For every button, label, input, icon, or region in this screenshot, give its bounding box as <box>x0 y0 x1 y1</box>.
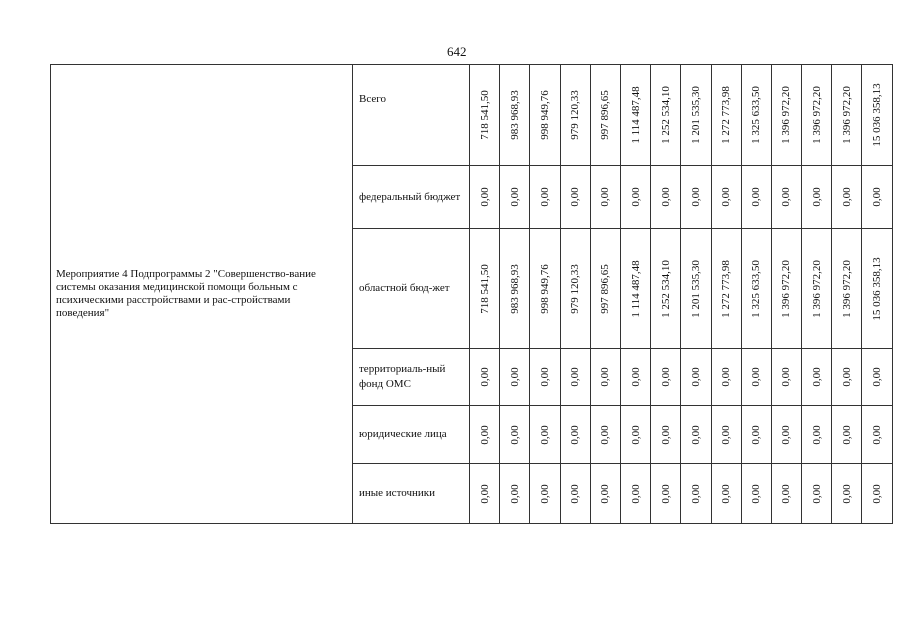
value-cell <box>560 229 590 349</box>
value-cell <box>802 229 832 349</box>
value-cell <box>832 166 862 229</box>
value-text: 0,00 <box>508 367 521 387</box>
value-text: 718 541,50 <box>478 263 491 314</box>
value-text: 1 252 534,10 <box>659 86 672 144</box>
value-text: 0,00 <box>871 483 884 504</box>
page-number: 642 <box>447 44 467 59</box>
value-cell <box>530 229 560 349</box>
value-text: 0,00 <box>810 483 823 504</box>
value-cell <box>590 464 620 524</box>
value-text: 0,00 <box>478 424 491 445</box>
value-text: 0,00 <box>871 367 884 387</box>
value-cell <box>470 166 500 229</box>
value-cell <box>620 349 650 406</box>
value-cell <box>590 349 620 406</box>
value-text: 0,00 <box>599 187 612 207</box>
funding-source-label: юридические лица <box>353 406 470 464</box>
value-text: 0,00 <box>720 424 733 445</box>
value-cell <box>560 166 590 229</box>
value-cell <box>862 349 892 406</box>
funding-source-label: областной бюд-жет <box>353 229 470 349</box>
value-text: 0,00 <box>569 187 582 207</box>
value-text: 1 396 972,20 <box>780 259 793 318</box>
value-cell <box>470 464 500 524</box>
value-text: 0,00 <box>689 367 702 387</box>
value-cell <box>681 65 711 166</box>
value-text: 0,00 <box>599 367 612 387</box>
value-cell <box>651 464 681 524</box>
value-cell <box>802 464 832 524</box>
funding-source-label: иные источники <box>353 464 470 524</box>
value-text: 1 114 487,48 <box>629 259 642 318</box>
value-cell <box>500 166 530 229</box>
value-text: 1 272 773,98 <box>720 86 733 144</box>
value-text: 0,00 <box>780 187 793 207</box>
value-cell <box>862 406 892 464</box>
value-text: 1 396 972,20 <box>840 86 853 144</box>
value-cell <box>530 349 560 406</box>
value-text: 0,00 <box>478 483 491 504</box>
value-text: 0,00 <box>629 367 642 387</box>
value-cell <box>681 229 711 349</box>
value-text: 0,00 <box>659 483 672 504</box>
value-text: 997 896,65 <box>599 90 612 140</box>
value-cell <box>862 65 892 166</box>
value-text: 0,00 <box>780 424 793 445</box>
value-cell <box>711 166 741 229</box>
value-cell <box>832 65 862 166</box>
value-cell <box>651 349 681 406</box>
value-cell <box>620 166 650 229</box>
value-cell <box>681 166 711 229</box>
value-cell <box>500 229 530 349</box>
value-cell <box>741 166 771 229</box>
value-cell <box>741 349 771 406</box>
value-text: 0,00 <box>840 424 853 445</box>
value-text: 997 896,65 <box>599 263 612 314</box>
value-cell <box>862 166 892 229</box>
value-cell <box>560 65 590 166</box>
funding-source-label: федеральный бюджет <box>353 166 470 229</box>
value-text: 15 036 358,13 <box>871 256 884 321</box>
value-cell <box>470 65 500 166</box>
value-cell <box>590 166 620 229</box>
value-text: 0,00 <box>599 483 612 504</box>
value-cell <box>470 229 500 349</box>
value-text: 0,00 <box>720 187 733 207</box>
value-cell <box>530 65 560 166</box>
value-cell <box>802 406 832 464</box>
value-text: 983 968,93 <box>508 263 521 314</box>
value-cell <box>711 406 741 464</box>
value-cell <box>832 464 862 524</box>
value-text: 0,00 <box>538 367 551 387</box>
value-text: 0,00 <box>478 187 491 207</box>
value-cell <box>530 406 560 464</box>
value-cell <box>470 406 500 464</box>
value-text: 1 325 633,50 <box>750 86 763 144</box>
value-cell <box>771 229 801 349</box>
value-cell <box>500 65 530 166</box>
value-text: 0,00 <box>569 424 582 445</box>
value-text: 15 036 358,13 <box>871 83 884 147</box>
value-text: 0,00 <box>629 187 642 207</box>
value-cell <box>741 406 771 464</box>
value-text: 0,00 <box>629 483 642 504</box>
value-text: 979 120,33 <box>569 90 582 140</box>
value-cell <box>620 229 650 349</box>
value-text: 1 272 773,98 <box>720 259 733 318</box>
value-text: 0,00 <box>750 424 763 445</box>
value-cell <box>651 65 681 166</box>
value-text: 0,00 <box>689 483 702 504</box>
funding-table <box>50 64 893 524</box>
value-text: 0,00 <box>508 187 521 207</box>
value-cell <box>681 406 711 464</box>
value-text: 0,00 <box>629 424 642 445</box>
value-text: 983 968,93 <box>508 90 521 140</box>
value-text: 998 949,76 <box>538 90 551 140</box>
value-text: 0,00 <box>508 483 521 504</box>
value-text: 0,00 <box>750 367 763 387</box>
value-cell <box>771 406 801 464</box>
value-cell <box>681 349 711 406</box>
value-cell <box>771 464 801 524</box>
value-text: 0,00 <box>750 187 763 207</box>
funding-source-label: территориаль-ный фонд ОМС <box>353 349 470 406</box>
value-cell <box>681 464 711 524</box>
value-cell <box>802 166 832 229</box>
value-text: 1 201 535,30 <box>689 259 702 318</box>
value-text: 0,00 <box>659 187 672 207</box>
value-text: 0,00 <box>478 367 491 387</box>
value-text: 1 201 535,30 <box>689 86 702 144</box>
value-text: 0,00 <box>720 483 733 504</box>
value-text: 0,00 <box>750 483 763 504</box>
value-cell <box>651 406 681 464</box>
value-cell <box>590 406 620 464</box>
value-text: 0,00 <box>599 424 612 445</box>
value-cell <box>500 464 530 524</box>
value-text: 0,00 <box>538 424 551 445</box>
value-text: 0,00 <box>538 483 551 504</box>
value-cell <box>711 464 741 524</box>
value-cell <box>560 464 590 524</box>
value-cell <box>771 65 801 166</box>
value-cell <box>771 166 801 229</box>
value-text: 0,00 <box>840 483 853 504</box>
value-text: 1 396 972,20 <box>810 259 823 318</box>
value-cell <box>620 464 650 524</box>
value-cell <box>470 349 500 406</box>
value-cell <box>711 65 741 166</box>
value-cell <box>500 406 530 464</box>
value-cell <box>530 464 560 524</box>
value-text: 1 396 972,20 <box>840 259 853 318</box>
value-text: 1 396 972,20 <box>810 86 823 144</box>
value-text: 0,00 <box>780 367 793 387</box>
value-text: 718 541,50 <box>478 90 491 140</box>
value-text: 0,00 <box>720 367 733 387</box>
value-text: 1 252 534,10 <box>659 259 672 318</box>
value-cell <box>711 229 741 349</box>
value-cell <box>620 406 650 464</box>
value-text: 0,00 <box>871 187 884 207</box>
value-text: 0,00 <box>508 424 521 445</box>
event-description: Мероприятие 4 Подпрограммы 2 "Совершенство-вание системы оказания медицинской помощи больным с психическими расстройствами и рас-стройствами поведения" <box>51 65 353 524</box>
value-text: 0,00 <box>659 424 672 445</box>
funding-source-label: Всего <box>353 65 470 166</box>
value-cell <box>741 464 771 524</box>
value-cell <box>560 406 590 464</box>
value-text: 1 325 633,50 <box>750 259 763 318</box>
value-cell <box>500 349 530 406</box>
value-text: 0,00 <box>780 483 793 504</box>
value-text: 0,00 <box>810 367 823 387</box>
value-cell <box>711 349 741 406</box>
value-text: 0,00 <box>538 187 551 207</box>
value-cell <box>590 229 620 349</box>
value-cell <box>560 349 590 406</box>
value-cell <box>832 229 862 349</box>
value-cell <box>651 166 681 229</box>
value-cell <box>530 166 560 229</box>
value-text: 0,00 <box>569 367 582 387</box>
value-cell <box>620 65 650 166</box>
value-cell <box>832 349 862 406</box>
value-cell <box>590 65 620 166</box>
value-cell <box>862 464 892 524</box>
value-cell <box>832 406 862 464</box>
value-text: 0,00 <box>840 367 853 387</box>
value-cell <box>651 229 681 349</box>
value-text: 979 120,33 <box>569 263 582 314</box>
value-text: 0,00 <box>810 187 823 207</box>
table-row <box>51 65 893 166</box>
value-cell <box>741 65 771 166</box>
value-cell <box>802 65 832 166</box>
value-text: 1 396 972,20 <box>780 86 793 144</box>
value-cell <box>771 349 801 406</box>
value-text: 0,00 <box>689 187 702 207</box>
value-text: 0,00 <box>659 367 672 387</box>
value-text: 0,00 <box>810 424 823 445</box>
value-cell <box>802 349 832 406</box>
value-text: 1 114 487,48 <box>629 86 642 144</box>
value-text: 0,00 <box>569 483 582 504</box>
value-cell <box>862 229 892 349</box>
table-body <box>51 65 893 524</box>
value-text: 0,00 <box>840 187 853 207</box>
value-cell <box>741 229 771 349</box>
value-text: 0,00 <box>871 424 884 445</box>
value-text: 0,00 <box>689 424 702 445</box>
value-text: 998 949,76 <box>538 263 551 314</box>
